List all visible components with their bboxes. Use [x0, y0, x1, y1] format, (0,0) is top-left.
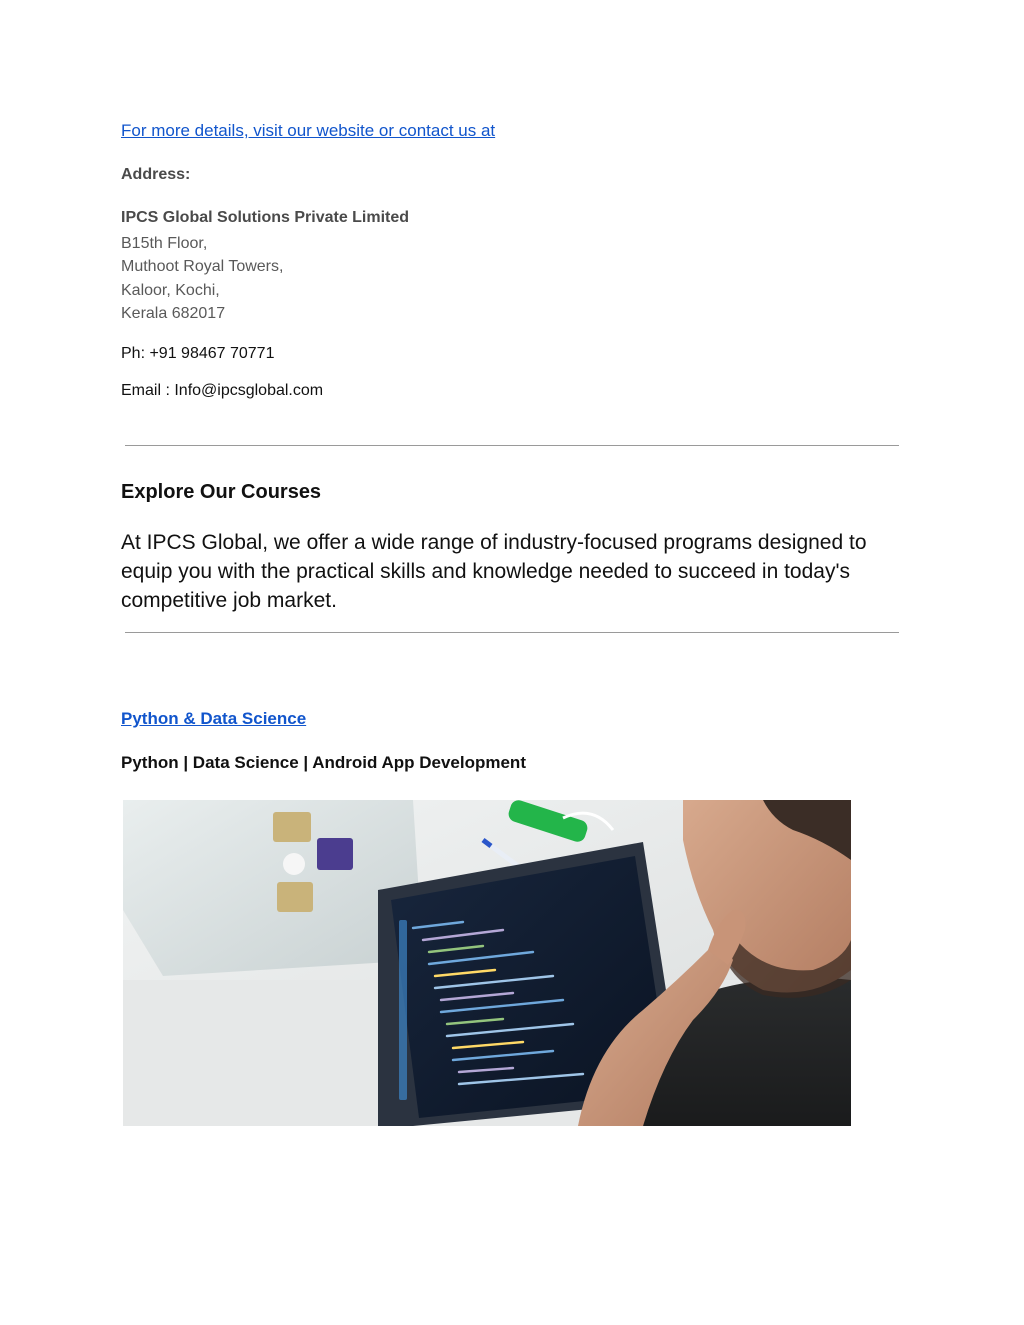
- address-line: Kerala 682017: [121, 304, 226, 322]
- phone-number: Ph: +91 98467 70771: [121, 345, 275, 362]
- courses-description: At IPCS Global, we offer a wide range of industry-focused programs designed to equip you with the practical skills and knowledge needed to succeed in today's competitive job market.: [121, 531, 867, 612]
- address-line: Kaloor, Kochi,: [121, 281, 220, 299]
- more-details-link[interactable]: For more details, visit our website or contact us at: [121, 121, 496, 140]
- duck-sticker-icon: [273, 812, 311, 842]
- duck-sticker-icon: [317, 838, 353, 870]
- address-line: Muthoot Royal Towers,: [121, 258, 284, 276]
- courses-heading: Explore Our Courses: [121, 481, 322, 503]
- horizontal-divider: [125, 632, 899, 633]
- address-block: [121, 232, 283, 325]
- course-photo: [123, 800, 851, 1126]
- course-subtitle: Python | Data Science | Android App Development: [121, 753, 526, 772]
- email-address: Email : Info@ipcsglobal.com: [121, 382, 324, 399]
- python-data-science-link[interactable]: Python & Data Science: [121, 709, 307, 728]
- duck-sticker-icon: [277, 882, 313, 912]
- apple-logo-icon: [283, 853, 305, 875]
- address-label: Address:: [121, 166, 191, 183]
- horizontal-divider: [125, 445, 899, 446]
- developer-at-laptop-illustration: [123, 800, 851, 1126]
- address-line: B15th Floor,: [121, 235, 208, 252]
- company-name: IPCS Global Solutions Private Limited: [121, 209, 410, 226]
